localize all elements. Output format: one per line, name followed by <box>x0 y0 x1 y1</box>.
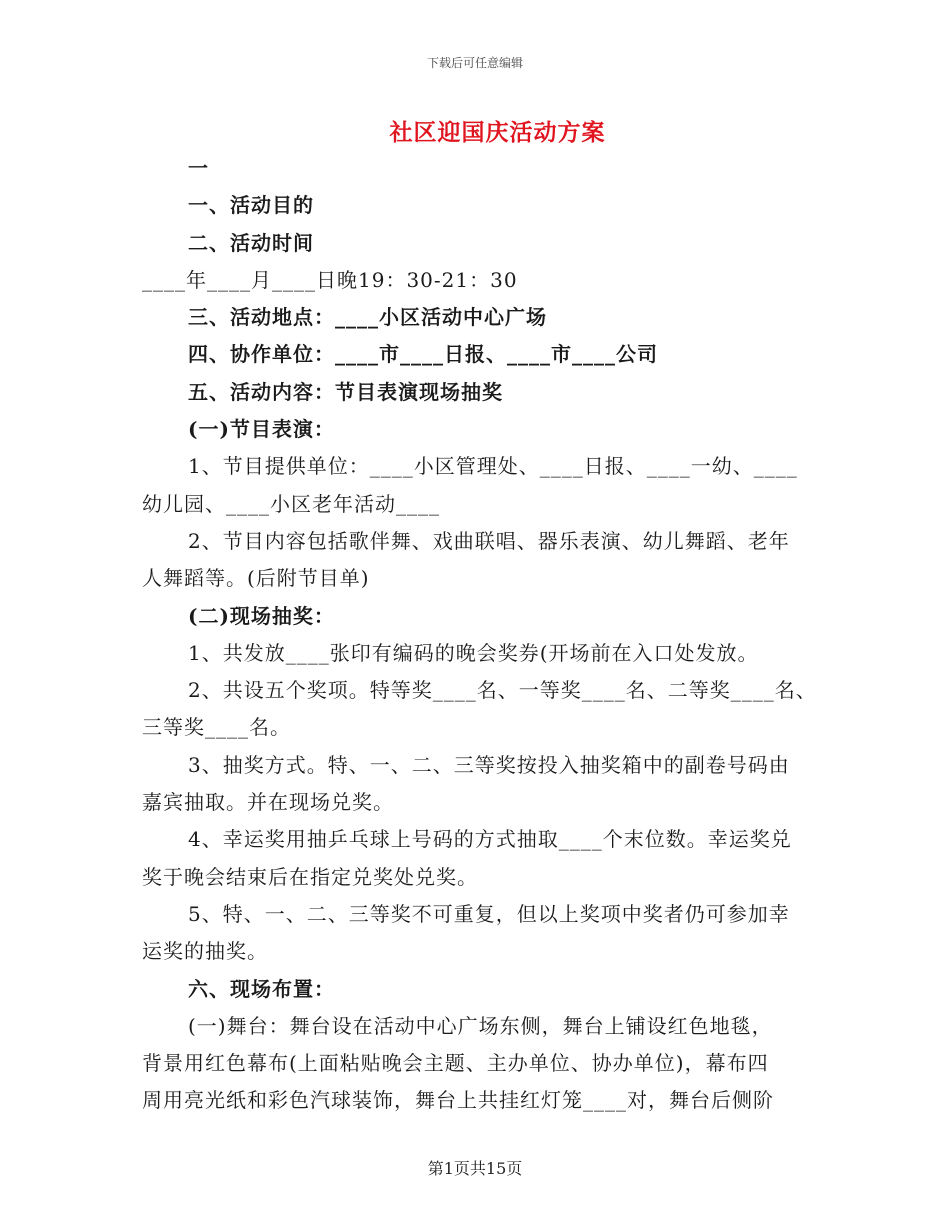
body-line: 人舞蹈等。(后附节目单) <box>142 566 370 591</box>
subsection-heading: (一)节目表演： <box>188 417 335 442</box>
body-line: 2、共设五个奖项。特等奖____名、一等奖____名、二等奖____名、 <box>188 678 817 703</box>
body-line: 3、抽奖方式。特、一、二、三等奖按投入抽奖箱中的副卷号码由 <box>188 752 790 777</box>
body-line: 幼儿园、____小区老年活动____ <box>142 491 440 516</box>
body-line: 背景用红色幕布(上面粘贴晚会主题、主办单位、协办单位)，幕布四 <box>142 1051 769 1076</box>
document-title: 社区迎国庆活动方案 <box>389 119 606 146</box>
subsection-heading: (二)现场抽奖： <box>188 603 335 628</box>
section-heading: 四、协作单位：____市____日报、____市____公司 <box>188 342 658 367</box>
body-line: ____年____月____日晚19：30-21：30 <box>142 267 518 292</box>
body-line: 奖于晚会结束后在指定兑奖处兑奖。 <box>142 864 478 889</box>
section-heading: 五、活动内容：节目表演现场抽奖 <box>188 379 503 404</box>
document-body <box>142 150 822 1120</box>
body-line: 1、共发放____张印有编码的晚会奖券(开场前在入口处发放。 <box>188 640 759 665</box>
page-footer: 第1页共15页 <box>427 1159 523 1178</box>
page-header: 下载后可任意编辑 <box>426 56 523 70</box>
body-line: 5、特、一、二、三等奖不可重复，但以上奖项中奖者仍可参加幸 <box>188 901 790 926</box>
section-heading: 二、活动时间 <box>188 230 314 255</box>
body-line: 三等奖____名。 <box>142 715 291 740</box>
body-line: 嘉宾抽取。并在现场兑奖。 <box>142 790 394 815</box>
body-line: (一)舞台：舞台设在活动中心广场东侧，舞台上铺设红色地毯， <box>188 1013 773 1038</box>
body-line: 运奖的抽奖。 <box>142 939 268 964</box>
body-line: 一 <box>188 156 209 180</box>
section-heading: 三、活动地点：____小区活动中心广场 <box>188 305 547 330</box>
section-heading: 六、现场布置： <box>188 976 335 1001</box>
body-line: 2、节目内容包括歌伴舞、戏曲联唱、器乐表演、幼儿舞蹈、老年 <box>188 528 790 553</box>
body-line: 1、节目提供单位：____小区管理处、____日报、____一幼、____ <box>188 454 798 479</box>
body-line: 周用亮光纸和彩色汽球装饰，舞台上共挂红灯笼____对，舞台后侧阶 <box>142 1088 774 1113</box>
body-line: 4、幸运奖用抽乒乓球上号码的方式抽取____个末位数。幸运奖兑 <box>188 827 792 852</box>
section-heading: 一、活动目的 <box>188 193 314 218</box>
